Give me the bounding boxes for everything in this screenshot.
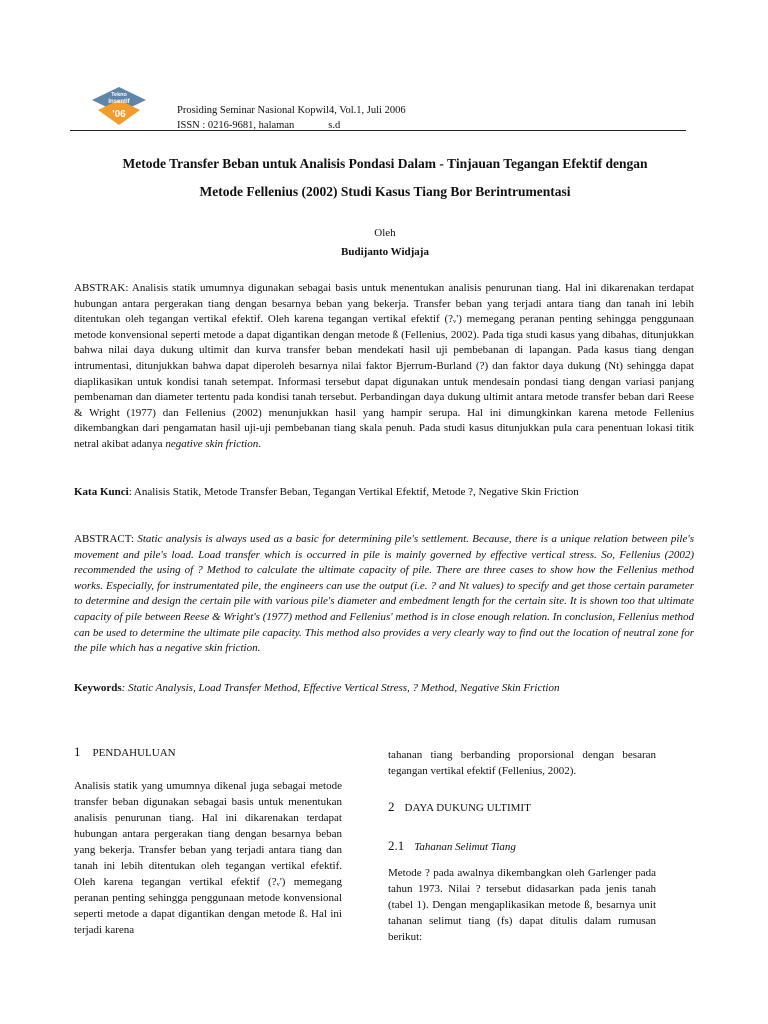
section-1-heading	[74, 744, 342, 761]
section-1-paragraph: Analisis statik yang umumnya dikenal juga sebagai metode transfer beban digunakan sebagai basis untuk menentukan analisis penurunan tiang. Hal ini dikarenakan terdapat hubungan antara pergerakan tiang dengan besarnya beban yang bekerja. Transfer beban yang terjadi antara tiang dan tanah ini lebih ditentukan oleh tegangan vertikal efektif. Oleh karena tegangan vertikal efektif (?ᵥ') memegang peranan penting sehingga penggunaan metode konvensional seperti metode a dapat digantikan dengan metode ß. Hal ini terjadi karena	[74, 780, 342, 936]
right-column	[388, 747, 656, 945]
section-1-number: 1	[74, 744, 81, 759]
abstract-text: Static analysis is always used as a basic for determining pile's settlement. Because, there is a unique relation between pile's movement and pile's load. Load transfer which is occurred in pile is mainly governed by effective vertical stress. So, Fellenius (2002) recommended the using of ? Method to calculate the ultimate capacity of pile. There are three cases to show how the Fellenius method works. Especially, for instrumentated pile, the engineers can use the output (i.e. ? and Nt values) to specify and get those certain parameter to determine and design the certain pile with various pile's diameter and embedment length for the certain site. It is shown too that ultimate capacity of pile between Reese & Wright's (1977) method and Fellenius' method is in close enough relation. In conclusion, Fellenius method can be used to determine the ultimate pile capacity. This method also provides a very clearly way to find out the location of neutral zone for the pile which has a negative skin friction.	[74, 533, 695, 655]
col2-paragraph-1: tahanan tiang berbanding proporsional dengan besaran tegangan vertikal efektif (Fellenius, 2002).	[388, 749, 656, 777]
proceedings-header	[177, 103, 406, 133]
kata-kunci-value: : Analisis Statik, Metode Transfer Beban, Tegangan Vertikal Efektif, Metode ?, Negative Skin Friction	[128, 486, 579, 498]
section-2-title: DAYA DUKUNG ULTIMIT	[404, 802, 531, 814]
abstrak-text: ABSTRAK: Analisis statik umumnya digunakan sebagai basis untuk menentukan analisis penurunan tiang. Hal ini dikarenakan terdapat hubungan antara pergerakan tiang dengan besarnya beban yang bekerja. Transfer beban yang terjadi antara tiang dan tanah ini lebih ditentukan oleh tegangan vertikal efektif. Oleh karena tegangan vertikal efektif (?ᵥ') memegang peranan penting sehingga penggunaan metode konvensional seperti metode a dapat digantikan dengan metode ß (Fellenius, 2002). Pada tiga studi kasus yang dibahas, ditunjukkan bahwa nilai daya dukung ultimit dan kurva transfer beban mendekati hasil uji pembebanan di lapangan. Pada kasus tiang dengan intrumentasi, ditunjukkan bahwa dapat diperoleh besarnya nilai faktor Bjerrum-Burland (?) dan faktor daya dukung (Nt) sehingga dapat diaplikasikan untuk kondisi tanah setempat. Informasi tersebut dapat digunakan untuk mendesain pondasi tiang dengan variasi panjang pembenaman dan diameter tertentu pada kondisi tanah tersebut. Perbandingan daya dukung ultimit antara metode transfer beban dari Reese & Wright (1977) dan Fellenius (2002) menunjukkan hasil yang hampir serupa. Hal ini dimungkinkan karena metode Fellenius dikembangkan dari pengamatan hasil uji-uji pembebanan tiang skala penuh. Pada studi kasus ditunjukkan pula cara penentuan lokasi titik netral akibat adanya	[74, 282, 694, 450]
abstract-paragraph	[74, 532, 694, 657]
issn-text: ISSN : 0216-9681, halaman	[177, 120, 295, 131]
col2-paragraph-2: Metode ? pada awalnya dikembangkan oleh Garlenger pada tahun 1973. Nilai ? tersebut didasarkan pada jenis tanah (tabel 1). Dengan mengaplikasikan metode ß, besarnya unit tahanan selimut tiang (fs) dapat ditulis dalam rumusan berikut:	[388, 867, 656, 943]
keywords	[74, 682, 694, 694]
abstract-lead: ABSTRACT:	[74, 533, 138, 545]
pages-range: s.d	[328, 120, 341, 131]
logo-line3: '06	[112, 109, 126, 120]
keywords-value: : Static Analysis, Load Transfer Method, Effective Vertical Stress, ? Method, Negative Skin Friction	[121, 682, 560, 694]
kata-kunci	[74, 486, 694, 498]
title-line1: Metode Transfer Beban untuk Analisis Pondasi Dalam - Tinjauan Tegangan Efektif dengan	[122, 156, 648, 171]
left-column	[74, 744, 342, 938]
kata-kunci-label: Kata Kunci	[74, 486, 129, 498]
section-2-1-number: 2.1	[388, 838, 405, 853]
section-2-number: 2	[388, 799, 395, 814]
section-2-1-heading	[388, 838, 656, 855]
logo-line1: Tekno	[111, 92, 127, 98]
author-name: Budijanto Widjaja	[341, 246, 429, 258]
paper-title	[70, 150, 700, 206]
logo-line2: Insentif	[108, 99, 130, 105]
title-line2: Metode Fellenius (2002) Studi Kasus Tiang Bor Berintrumentasi	[199, 184, 571, 199]
abstrak-paragraph	[74, 281, 694, 453]
header-rule	[70, 130, 686, 131]
abstrak-end: .	[258, 437, 261, 450]
abstrak-italic-term: negative skin friction	[165, 437, 259, 450]
proceedings-line: Prosiding Seminar Nasional Kopwil4, Vol.1, Juli 2006	[177, 105, 406, 116]
section-2-heading	[388, 799, 656, 816]
by-label: Oleh	[374, 227, 396, 239]
section-1-title: PENDAHULUAN	[92, 747, 176, 759]
section-2-1-title: Tahanan Selimut Tiang	[414, 841, 516, 853]
seminar-logo	[90, 86, 148, 126]
keywords-label: Keywords	[74, 682, 122, 694]
